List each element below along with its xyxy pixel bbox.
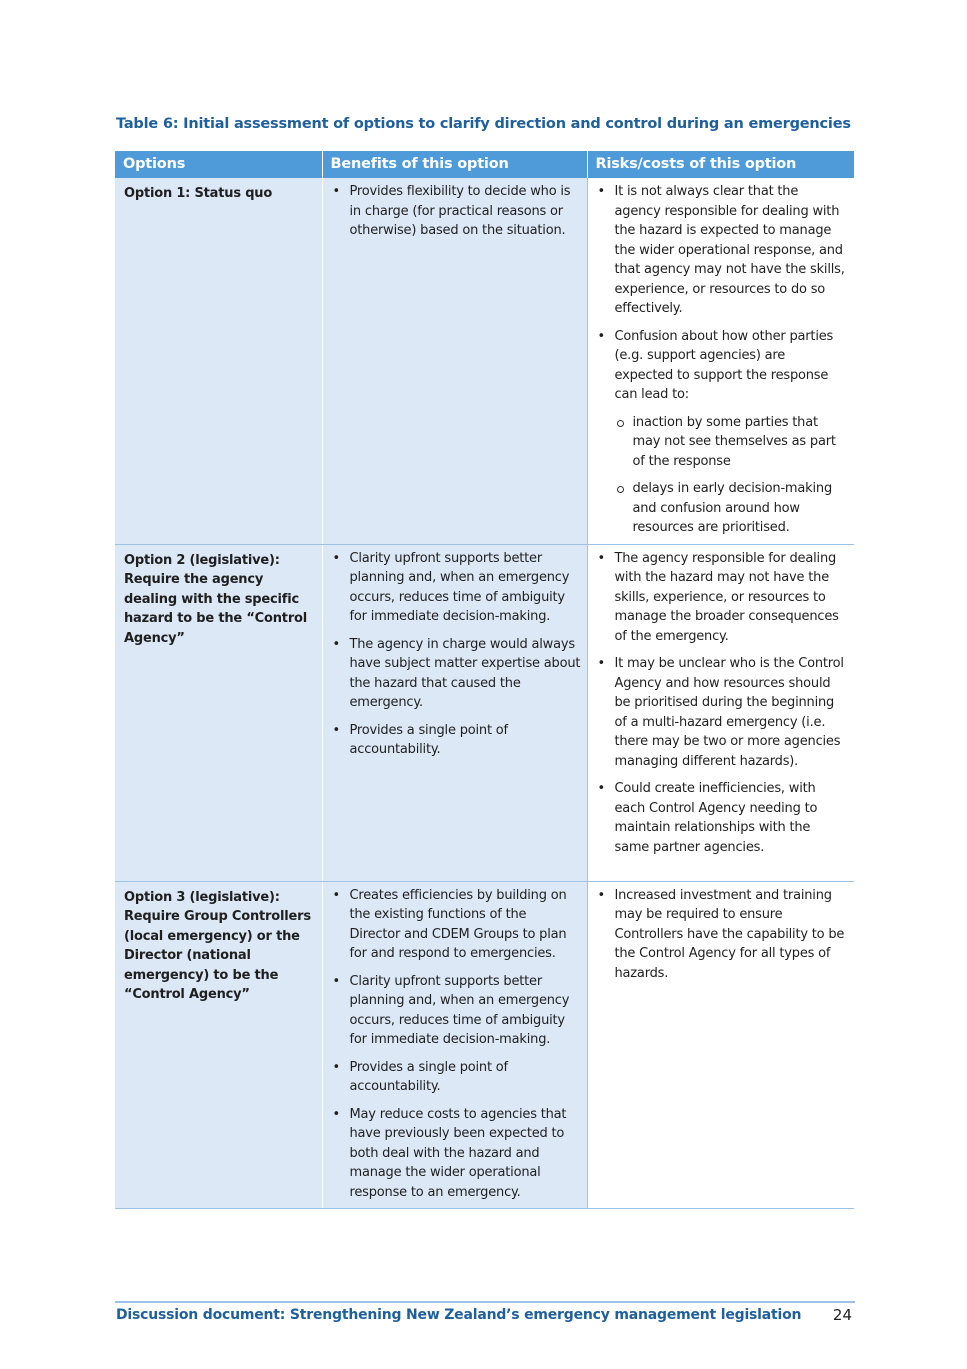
benefits-list — [331, 886, 581, 1203]
hollow-circle-icon — [617, 420, 624, 427]
bullet-icon: • — [332, 887, 340, 903]
table-caption: Table 6: Initial assessment of options to clarify direction and control during an emergencies — [116, 116, 851, 132]
bullet-icon: • — [332, 550, 340, 566]
list-item: • The agency in charge would always have subject matter expertise about the hazard that caused the emergency. — [332, 636, 581, 710]
sub-list — [615, 413, 847, 538]
list-item: • It is not always clear that the agency responsible for dealing with the hazard is expected to manage the wider operational response, and that agency may not have the skills, experience, or resources to do so effectively. — [597, 184, 845, 316]
bullet-icon: • — [597, 887, 605, 903]
list-item: • Provides flexibility to decide who is in charge (for practical reasons or otherwise) based on the situation. — [332, 184, 571, 238]
list-item: • The agency responsible for dealing with the hazard may not have the skills, experience, or resources to manage the broader consequences of the emergency. — [597, 550, 839, 644]
list-item: • Creates efficiencies by building on the existing functions of the Director and CDEM Groups to plan for and respond to emergencies. — [332, 887, 567, 961]
table-header-row — [115, 151, 854, 178]
bullet-icon: • — [332, 184, 340, 199]
list-item: • Clarity upfront supports better planning and, when an emergency occurs, reduces time of ambiguity for immediate decision-making. — [332, 973, 570, 1047]
table-row — [115, 544, 854, 881]
list-item: • Provides a single point of accountability. — [332, 1059, 508, 1094]
bullet-icon: • — [597, 550, 605, 566]
footer-divider — [115, 1301, 855, 1303]
risks-list — [596, 886, 847, 984]
list-item: • May reduce costs to agencies that have previously been expected to both deal with the hazard and manage the wider operational response to an emergency. — [332, 1106, 567, 1200]
header-risks: Risks/costs of this option — [587, 151, 854, 178]
page-number: 24 — [832, 1306, 852, 1324]
risks-list — [596, 182, 847, 538]
bullet-icon: • — [332, 1059, 340, 1075]
option-cell: Option 2 (legislative): Require the agency dealing with the specific hazard to be the “Control Agency” — [115, 544, 322, 881]
list-item: • It may be unclear who is the Control Agency and how resources should be prioritised during the beginning of a multi-hazard emergency (i.e. there may be two or more agencies managing different hazards). — [597, 656, 844, 769]
option-cell: Option 1: Status quo — [115, 178, 322, 544]
sub-list-item: inaction by some parties that may not see themselves as part of the response — [615, 413, 847, 472]
list-item: • Provides a single point of accountability. — [332, 722, 508, 757]
benefits-list — [331, 182, 581, 241]
footer-title: Discussion document: Strengthening New Zealand’s emergency management legislation — [116, 1307, 802, 1323]
risks-cell — [587, 178, 854, 544]
option-cell: Option 3 (legislative): Require Group Controllers (local emergency) or the Director (national emergency) to be the “Control Agency” — [115, 881, 322, 1209]
list-item: • Increased investment and training may be required to ensure Controllers have the capability to be the Control Agency for all types of hazards. — [597, 887, 845, 981]
table-row — [115, 178, 854, 544]
bullet-icon: • — [332, 1106, 340, 1122]
header-options: Options — [115, 151, 322, 178]
bullet-icon: • — [332, 973, 340, 989]
table-row — [115, 881, 854, 1209]
options-table — [115, 151, 854, 1209]
sub-list-item: delays in early decision-making and confusion around how resources are prioritised. — [615, 479, 847, 538]
risks-list — [596, 549, 847, 858]
list-item: • Clarity upfront supports better planning and, when an emergency occurs, reduces time of ambiguity for immediate decision-making. — [332, 550, 570, 624]
bullet-icon: • — [597, 184, 605, 199]
risks-cell — [587, 881, 854, 1209]
risks-cell — [587, 544, 854, 881]
benefits-cell — [322, 881, 587, 1209]
bullet-icon: • — [597, 656, 605, 671]
bullet-icon: • — [332, 722, 340, 738]
benefits-list — [331, 549, 581, 760]
bullet-icon: • — [597, 328, 605, 344]
benefits-cell — [322, 178, 587, 544]
bullet-icon: • — [332, 636, 340, 652]
hollow-circle-icon — [617, 486, 624, 493]
benefits-cell — [322, 544, 587, 881]
header-benefits: Benefits of this option — [322, 151, 587, 178]
list-item: • Confusion about how other parties (e.g. support agencies) are expected to support the response can lead to: inaction by some parties that may not see themselves as part of the response delays in early decision-making and confusion around how resources are prioritised. — [596, 327, 847, 538]
bullet-icon: • — [597, 781, 605, 796]
list-item: • Could create inefficiencies, with each Control Agency needing to maintain relationships with the same partner agencies. — [597, 781, 818, 855]
